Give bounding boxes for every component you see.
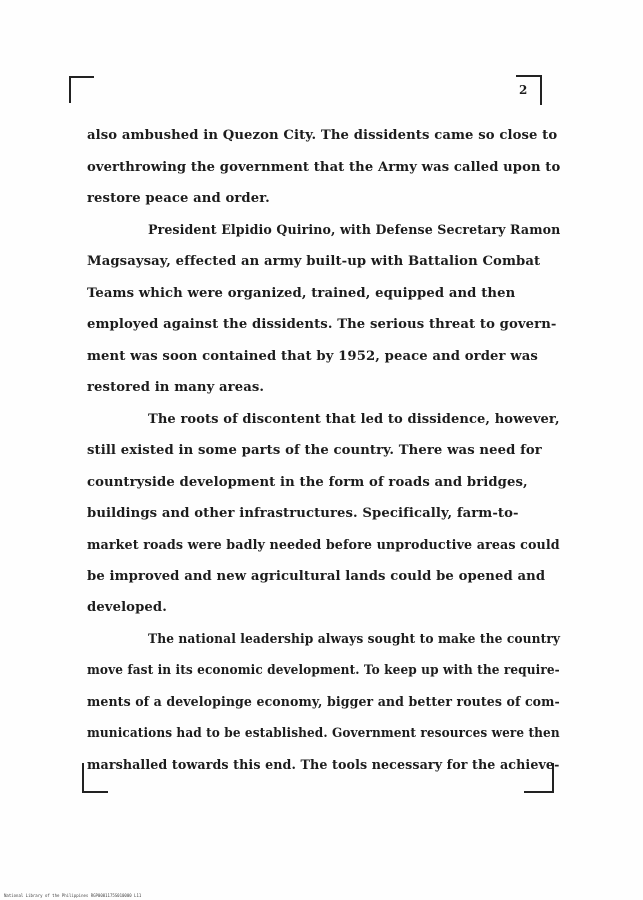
- text-line: restore peace and order.: [87, 191, 270, 206]
- text-line: ments of a developinge economy, bigger and better routes of com-: [87, 695, 560, 710]
- text-line: marshalled towards this end. The tools necessary for the achieve-: [87, 758, 560, 773]
- text-line: also ambushed in Quezon City. The dissidents came so close to: [87, 128, 558, 143]
- text-line: The roots of discontent that led to dissidence, however,: [148, 412, 560, 427]
- crop-mark-top-left: [69, 76, 94, 78]
- crop-mark-bottom-right: [524, 791, 554, 793]
- text-line: The national leadership always sought to make the country: [148, 632, 561, 647]
- text-line: overthrowing the government that the Army was called upon to: [87, 160, 561, 175]
- text-line: still existed in some parts of the country. There was need for: [87, 443, 542, 458]
- text-line: developed.: [87, 600, 167, 615]
- text-line: employed against the dissidents. The serious threat to govern-: [87, 317, 557, 332]
- text-line: be improved and new agricultural lands could be opened and: [87, 569, 546, 584]
- text-line: move fast in its economic development. To keep up with the require-: [87, 663, 560, 678]
- page-number: 2: [519, 83, 528, 97]
- text-line: Magsaysay, effected an army built-up with Battalion Combat: [87, 254, 541, 269]
- text-line: countryside development in the form of roads and bridges,: [87, 475, 528, 490]
- text-line: Teams which were organized, trained, equipped and then: [87, 286, 516, 301]
- text-line: buildings and other infrastructures. Specifically, farm-to-: [87, 506, 519, 521]
- crop-mark-bottom-left: [82, 763, 84, 793]
- scan-footer: National Library of the Philippines RGP0001175S010000 L11: [4, 893, 142, 898]
- crop-mark-bottom-left: [82, 791, 108, 793]
- crop-mark-top-right: [516, 75, 542, 77]
- text-line: President Elpidio Quirino, with Defense Secretary Ramon: [148, 223, 561, 238]
- crop-mark-top-right: [540, 75, 542, 105]
- text-line: market roads were badly needed before unproductive areas could: [87, 538, 560, 553]
- text-line: munications had to be established. Government resources were then: [87, 726, 560, 741]
- text-line: restored in many areas.: [87, 380, 265, 395]
- crop-mark-top-left: [69, 76, 71, 103]
- text-line: ment was soon contained that by 1952, peace and order was: [87, 349, 538, 364]
